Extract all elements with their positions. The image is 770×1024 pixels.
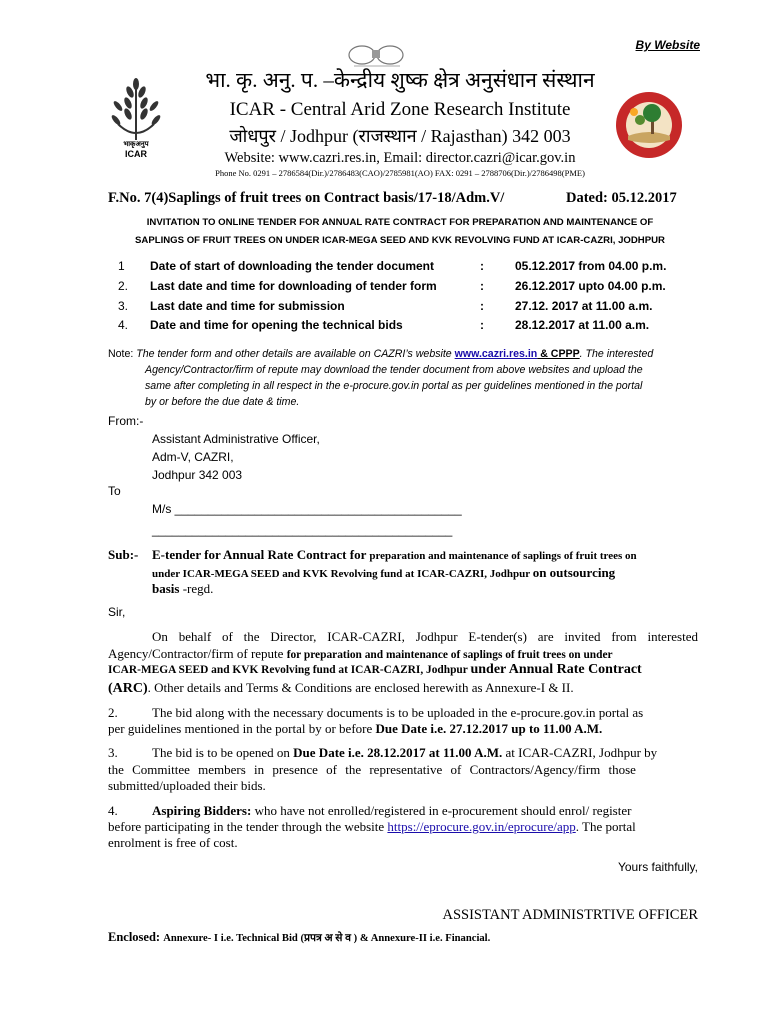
icar-logo-text: ICAR xyxy=(125,149,147,159)
note-prefix: Note: xyxy=(108,348,137,360)
para4-number: 4. xyxy=(108,803,118,818)
institute-name-english: ICAR - Central Arid Zone Research Institute xyxy=(229,99,571,120)
para3-line3: submitted/uploaded their bids. xyxy=(108,778,266,793)
schedule-colon: : xyxy=(480,259,484,273)
subject-text: basis xyxy=(152,581,180,596)
signatory: ASSISTANT ADMINISTRTIVE OFFICER xyxy=(442,907,698,923)
from-line: Adm-V, CAZRI, xyxy=(152,450,234,464)
para-text: Due Date i.e. 28.12.2017 at 11.00 A.M. xyxy=(293,745,503,760)
subject-line3 xyxy=(152,581,213,597)
para1-line4 xyxy=(108,680,574,697)
icar-logo xyxy=(104,76,168,160)
para-text: at ICAR-CAZRI, Jodhpur by xyxy=(502,745,658,760)
subject-text: -regd. xyxy=(179,581,214,596)
to-blank-line: _____________________________________________ xyxy=(152,523,453,537)
icar-logo-hindi: भाकृअनुप xyxy=(123,141,149,148)
salutation: Sir, xyxy=(108,605,126,619)
subject-text: E-tender for Annual Rate Contract for xyxy=(152,547,370,562)
phone-fax-line: Phone No. 0291 – 2786584(Dir.)/2786483(CAO)/2785981(AO) FAX: 0291 – 2788706(Dir.)/2786498(PME) xyxy=(215,168,585,178)
schedule-value: 28.12.2017 at 11.00 a.m. xyxy=(515,318,650,332)
website-email-line: Website: www.cazri.res.in, Email: director.cazri@icar.gov.in xyxy=(224,150,576,166)
to-ms-line: M/s ___________________________________________ xyxy=(152,502,462,516)
subject-text: under ICAR-MEGA SEED and KVK Revolving fund at ICAR-CAZRI, Jodhpur xyxy=(152,568,533,580)
para-text: Agency/Contractor/firm of repute xyxy=(108,646,287,661)
schedule-num: 3. xyxy=(118,299,129,313)
subject-text: preparation and maintenance of saplings of fruit trees on xyxy=(369,550,637,562)
note-line2: Agency/Contractor/firm of repute may download the tender document from above websites and upload the xyxy=(145,364,643,376)
note-line1 xyxy=(108,348,653,360)
schedule-label: Date of start of downloading the tender document xyxy=(150,259,435,273)
institute-name-hindi: भा. कृ. अनु. प. –केन्द्रीय शुष्क क्षेत्र अनुसंधान संस्थान xyxy=(205,68,595,92)
para-text: who have not enrolled/registered in e-procurement should enrol/ register xyxy=(251,803,632,818)
para-text: Aspiring Bidders: xyxy=(152,803,252,818)
note-line3: same after completing in all respect in the e-procure.gov.in portal as per guidelines mentioned in the portal xyxy=(145,380,643,392)
para4-line3: enrolment is free of cost. xyxy=(108,835,238,850)
schedule-colon: : xyxy=(480,299,484,313)
para-text: (ARC) xyxy=(108,681,148,696)
institute-address: जोधपुर / Jodhpur (राजस्थान / Rajasthan) 342 003 xyxy=(229,126,571,146)
schedule-label: Date and time for opening the technical bids xyxy=(150,318,403,332)
from-line: Jodhpur 342 003 xyxy=(152,468,243,482)
para2-number: 2. xyxy=(108,705,118,720)
para3-line1 xyxy=(152,745,657,761)
tender-title-line1: INVITATION TO ONLINE TENDER FOR ANNUAL RATE CONTRACT FOR PREPARATION AND MAINTENANCE OF xyxy=(146,217,654,228)
subject-label: Sub:- xyxy=(108,547,139,562)
para1-line1: On behalf of the Director, ICAR-CAZRI, Jodhpur E-tender(s) are invited from interested xyxy=(152,629,698,644)
subject-line1 xyxy=(152,547,637,563)
para-text: ICAR-MEGA SEED and KVK Revolving fund at ICAR-CAZRI, Jodhpur xyxy=(108,664,471,676)
para-text: . The portal xyxy=(575,819,636,834)
para1-line2 xyxy=(108,646,698,662)
para-text: per guidelines mentioned in the portal by or before xyxy=(108,721,376,736)
para-text: Due Date i.e. 27.12.2017 up to 11.00 A.M. xyxy=(375,721,603,736)
by-website-label: By Website xyxy=(635,38,700,52)
cppp-label: & CPPP xyxy=(537,348,580,360)
para2-line1: The bid along with the necessary documents is to be uploaded in the e-procure.gov.in portal as xyxy=(152,705,644,720)
schedule-value: 05.12.2017 from 04.00 p.m. xyxy=(515,259,667,273)
enclosed-label: Enclosed: xyxy=(108,930,164,944)
para4-line1 xyxy=(152,803,631,819)
para4-line2 xyxy=(108,819,636,835)
schedule-label: Last date and time for downloading of tender form xyxy=(150,279,437,293)
schedule-num: 1 xyxy=(118,259,125,273)
schedule-colon: : xyxy=(480,279,484,293)
note-line4: by or before the due date & time. xyxy=(145,396,300,408)
schedule-num: 4. xyxy=(118,318,129,332)
para-text: for preparation and maintenance of saplings of fruit trees on under xyxy=(286,649,613,661)
from-line: Assistant Administrative Officer, xyxy=(152,432,320,446)
cazri-website-link[interactable]: www.cazri.res.in xyxy=(454,348,538,360)
subject-text: on outsourcing xyxy=(532,565,616,580)
schedule-value: 27.12. 2017 at 11.00 a.m. xyxy=(515,299,653,313)
enclosed-text: & Annexure-II i.e. Financial. xyxy=(359,933,491,944)
para1-line3 xyxy=(108,662,698,678)
eprocure-link[interactable]: https://eprocure.gov.in/eprocure/app xyxy=(387,819,576,834)
para3-number: 3. xyxy=(108,745,118,760)
para2-line2 xyxy=(108,721,602,737)
enclosed-line xyxy=(108,930,490,945)
para-text: under Annual Rate Contract xyxy=(470,662,642,677)
enclosed-text: Annexure- I i.e. Technical Bid (प्रपत्र अ से व ) xyxy=(163,933,360,944)
file-number: F.No. 7(4)Saplings of fruit trees on Contract basis/17-18/Adm.V/ xyxy=(108,190,505,206)
dated: Dated: 05.12.2017 xyxy=(566,190,677,206)
schedule-colon: : xyxy=(480,318,484,332)
wheat-icon xyxy=(104,76,168,142)
closing: Yours faithfully, xyxy=(617,860,698,874)
schedule-value: 26.12.2017 upto 04.00 p.m. xyxy=(515,279,666,293)
para-text: The bid is to be opened on xyxy=(152,745,294,760)
note-text: The tender form and other details are available on CAZRI’s website xyxy=(136,348,455,360)
para-text: before participating in the tender through the website xyxy=(108,819,388,834)
schedule-label: Last date and time for submission xyxy=(150,299,345,313)
subject-line2 xyxy=(152,565,615,581)
para-text: . Other details and Terms & Conditions are enclosed herewith as Annexure-I & II. xyxy=(147,680,574,695)
to-label: To xyxy=(108,484,121,498)
schedule-num: 2. xyxy=(118,279,129,293)
from-label: From:- xyxy=(108,414,144,428)
tender-title-line2: SAPLINGS OF FRUIT TREES ON UNDER ICAR-MEGA SEED AND KVK REVOLVING FUND AT ICAR-CAZRI, JODHPUR xyxy=(135,235,665,246)
note-text: . The interested xyxy=(579,348,654,360)
para3-line2: the Committee members in presence of the representative of Contractors/Agency/firm those xyxy=(108,762,636,777)
